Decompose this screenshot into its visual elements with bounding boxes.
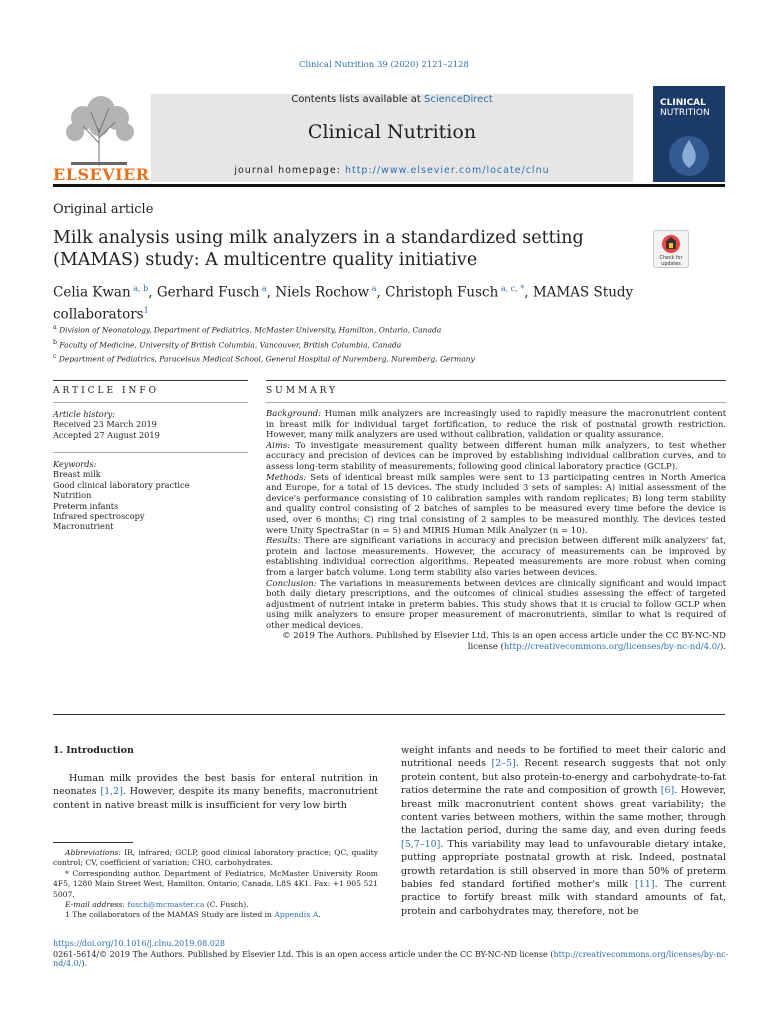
body-text-run: . Recent research suggests that not only protein content, but also protein-to-energy and carbohydrate-to-fat ratios determine the rate and composition of growth <box>401 758 727 797</box>
header-divider <box>53 184 725 187</box>
affiliation-text: Department of Pediatrics, Paracelsus Medical School, General Hospital of Nuremberg, Nuremberg, Germany <box>56 354 475 364</box>
journal-citation[interactable]: Clinical Nutrition 39 (2020) 2121–2128 <box>299 60 469 70</box>
keyword-item: Infrared spectroscopy <box>53 511 145 522</box>
issn-suffix: ). <box>81 959 88 968</box>
author-affiliation-marker[interactable]: a, b <box>130 284 149 293</box>
footnote-abbreviations <box>53 848 378 869</box>
author-name[interactable]: MAMAS Study collaborators <box>53 284 634 322</box>
affiliation-text: Division of Neonatology, Department of Pediatrics, McMaster University, Hamilton, Ontario, Canada <box>56 325 442 335</box>
affiliation-item <box>53 322 653 337</box>
copyright-prefix: license ( <box>467 642 504 653</box>
check-for-updates-badge[interactable] <box>653 230 689 268</box>
summary-paragraph <box>266 409 726 441</box>
keyword-item: Macronutrient <box>53 521 114 532</box>
body-text-run: . This variability may lead to unfavourable dietary intake, putting appropriate postnatal growth at risk. Indeed, postnatal growth retardation is still observed in more than 50% of preterm babies fed standard fortified mother's milk <box>401 838 726 891</box>
citation-reference-link[interactable]: [6] <box>660 785 675 797</box>
cover-title-line2: NUTRITION <box>660 108 710 118</box>
article-info-rule <box>53 380 248 381</box>
author-separator: , <box>524 284 533 301</box>
keyword-item: Breast milk <box>53 469 101 480</box>
summary-paragraph-label: Conclusion: <box>266 578 317 589</box>
contents-prefix: Contents lists available at <box>291 94 425 105</box>
author-name[interactable]: Gerhard Fusch <box>156 284 260 301</box>
summary-rule <box>266 380 726 381</box>
affiliations <box>53 322 653 366</box>
author-affiliation-marker[interactable]: a, c, * <box>498 284 525 293</box>
summary-paragraph <box>266 441 726 473</box>
journal-title: Clinical Nutrition <box>307 121 477 143</box>
affiliation-marker: c <box>53 353 57 360</box>
summary-paragraph-label: Aims: <box>266 440 291 451</box>
summary-paragraph <box>266 473 726 537</box>
footnote-rule <box>53 842 133 843</box>
affiliation-item <box>53 337 653 352</box>
article-title: Milk analysis using milk analyzers in a standardized setting (MAMAS) study: A multicentre quality initiative <box>53 228 584 270</box>
citation-reference-link[interactable]: [11] <box>635 879 655 891</box>
contents-available <box>151 94 633 105</box>
author-affiliation-marker[interactable]: 1 <box>143 305 149 315</box>
intro-paragraph-2 <box>401 744 726 918</box>
summary-paragraph-text: There are significant variations in accuracy and precision between different milk analyzers' fat, protein and lactose measurements. However, the accuracy of measurements can be improved by establishing individual correction algorithms. Repeated measurements are more robust when coming from a larger batch volume. Long term stability also varies between devices. <box>266 536 726 578</box>
email-suffix: (C. Fusch). <box>204 900 249 910</box>
keyword-item: Nutrition <box>53 490 92 501</box>
citation-reference-link[interactable]: [1,2] <box>100 786 123 798</box>
issn-text: 0261-5614/© 2019 The Authors. Published by Elsevier Ltd. This is an open access article under the CC BY-NC-ND license ( <box>53 950 554 959</box>
keywords-block <box>53 459 248 532</box>
footnotes <box>53 848 378 921</box>
collab-prefix: 1 The collaborators of the MAMAS Study are listed in <box>65 910 275 920</box>
homepage-link[interactable]: http://www.elsevier.com/locate/clnu <box>344 165 550 176</box>
body-text-run: weight infants and needs to be fortified to meet their caloric and nutritional needs <box>401 745 726 770</box>
author-separator: , <box>376 284 386 301</box>
received-date: Received 23 March 2019 <box>53 419 157 430</box>
article-info-subrule <box>53 402 248 403</box>
body-text-run: . However, breast milk macronutrient content shows great variability; the content varies between mothers, within the same mother, through the lactation period, during the same day, and even during feeds <box>401 785 726 837</box>
footnote-email <box>53 900 378 910</box>
summary-heading: SUMMARY <box>266 386 339 396</box>
citation-reference-link[interactable]: [5,7–10] <box>401 838 441 850</box>
summary-abstract <box>266 409 726 653</box>
author-name[interactable]: Celia Kwan <box>53 284 131 301</box>
history-keywords-rule <box>53 452 248 453</box>
author-separator: , <box>148 284 157 301</box>
abbrev-text: IR, infrared; GCLP, good clinical laboratory practice; QC, quality control; CV, coefficient of variation; CHO, carbohydrates. <box>53 848 378 868</box>
body-text-run: . However, despite its many benefits, macronutrient content in native breast milk is insufficient for very low birth <box>53 786 379 811</box>
cover-title-line1: CLINICAL <box>660 98 706 108</box>
author-list <box>53 280 643 323</box>
history-label: Article history: <box>53 409 115 419</box>
affiliation-marker: b <box>53 338 58 346</box>
homepage-prefix: journal homepage: <box>234 165 345 176</box>
citation-reference-link[interactable]: [2–5] <box>491 758 516 770</box>
body-text-run: . The current practice to fortify breast milk with standard amounts of fat, protein and carbohydrates may, therefore, not be <box>401 879 727 917</box>
footnote-corresponding: * Corresponding author. Department of Pediatrics, McMaster University Room 4F5, 1280 Main Street West, Hamilton, Ontario, Canada, L8S 4K1. Fax: +1 905 521 5007. <box>53 868 378 899</box>
accepted-date: Accepted 27 August 2019 <box>53 429 160 440</box>
footer-license-link[interactable]: http://creativecommons.org/licenses/by-nc-nd/4.0/ <box>53 950 729 968</box>
doi-link[interactable]: https://doi.org/10.1016/j.clnu.2019.08.028 <box>53 939 225 948</box>
affiliation-text: Faculty of Medicine, University of British Columbia, Vancouver, British Columbia, Canada <box>57 340 402 349</box>
abbrev-label: Abbreviations: <box>65 848 121 857</box>
author-separator: , <box>266 284 276 301</box>
affiliation-item <box>53 351 653 366</box>
check-for-updates-label: Check for updates <box>659 256 683 267</box>
keywords-label: Keywords: <box>53 459 97 469</box>
article-type: Original article <box>53 202 154 217</box>
copyright-suffix: ). <box>719 642 726 653</box>
affiliation-marker: a <box>53 324 57 331</box>
body-start-rule <box>53 714 725 715</box>
summary-subrule <box>266 402 726 403</box>
body-text-run: Human milk provides the best basis for enteral nutrition in neonates <box>53 773 378 798</box>
cover-graphic-icon <box>653 126 725 182</box>
article-info-heading: ARTICLE INFO <box>53 386 160 396</box>
email-link[interactable]: fusch@mcmaster.ca <box>127 900 205 910</box>
copyright-notice <box>266 631 726 652</box>
summary-paragraph-text: Sets of identical breast milk samples were sent to 13 participating centres in North America and Europe, for a total of 15 devices. The study included 3 sets of samples: A) initial assessment of the device's performance consisting of 10 calibration samples with random replicates; B) long term stability and quality control consisting of 2 batches of samples to be measured every time before the device is used, over 6 months; C) ring trial consisting of 2 samples to be measured monthly. The devices tested were Unity SpectraStar (n = 5) and MIRIS Human Milk Analyzer (n = 10). <box>266 472 726 536</box>
author-affiliation-marker[interactable]: a <box>259 284 267 293</box>
author-name[interactable]: Christoph Fusch <box>385 284 499 301</box>
intro-paragraph-1 <box>53 772 378 812</box>
email-label: E-mail address: <box>65 900 125 910</box>
copyright-line1: © 2019 The Authors. Published by Elsevier Ltd. This is an open access article under the CC BY-NC-ND <box>282 631 726 642</box>
summary-paragraph-label: Results: <box>266 536 301 547</box>
summary-paragraph-text: The variations in measurements between devices are clinically significant and would impact both daily dietary prescriptions, and the outcomes of clinical studies assessing the effect of targeted adjustment of nutrient intake in preterm babies. This study shows that it is crucial to follow GCLP when using milk analyzers to ensure proper measurement of macronutrients, similar to what is required of other medical devices. <box>266 578 726 631</box>
keyword-item: Good clinical laboratory practice <box>53 479 190 490</box>
author-affiliation-marker[interactable]: a <box>369 284 377 293</box>
keyword-item: Preterm infants <box>53 500 119 511</box>
summary-paragraph-text: Human milk analyzers are increasingly used to rapidly measure the macronutrient content in breast milk for individual target fortification, to reduce the risk of postnatal growth restriction. However, many milk analyzers are used without calibration, validation or quality assurance. <box>266 409 726 441</box>
summary-paragraph-label: Methods: <box>266 472 307 483</box>
section-heading-introduction: 1. Introduction <box>53 745 134 756</box>
summary-paragraph-label: Background: <box>266 409 322 419</box>
journal-homepage <box>151 165 633 176</box>
summary-paragraph <box>266 579 726 632</box>
license-link[interactable]: http://creativecommons.org/licenses/by-nc-nd/4.0/ <box>503 642 720 653</box>
appendix-link[interactable]: Appendix A <box>274 910 319 920</box>
elsevier-wordmark: ELSEVIER <box>53 165 150 184</box>
collab-suffix: . <box>318 910 321 920</box>
author-name[interactable]: Niels Rochow <box>275 284 370 301</box>
journal-cover-image[interactable] <box>653 86 725 182</box>
issn-license-line <box>53 950 733 968</box>
article-history <box>53 409 248 440</box>
footnote-collaborators <box>53 910 378 920</box>
summary-paragraph <box>266 536 726 578</box>
sciencedirect-link[interactable]: ScienceDirect <box>424 94 493 105</box>
summary-paragraph-text: To investigate measurement quality between different human milk analyzers, to test whether accuracy and precision of devices can be improved by establishing individual calibration curves, and to assess long-term stability of measurements, following good clinical laboratory practice (GCLP). <box>266 440 726 472</box>
